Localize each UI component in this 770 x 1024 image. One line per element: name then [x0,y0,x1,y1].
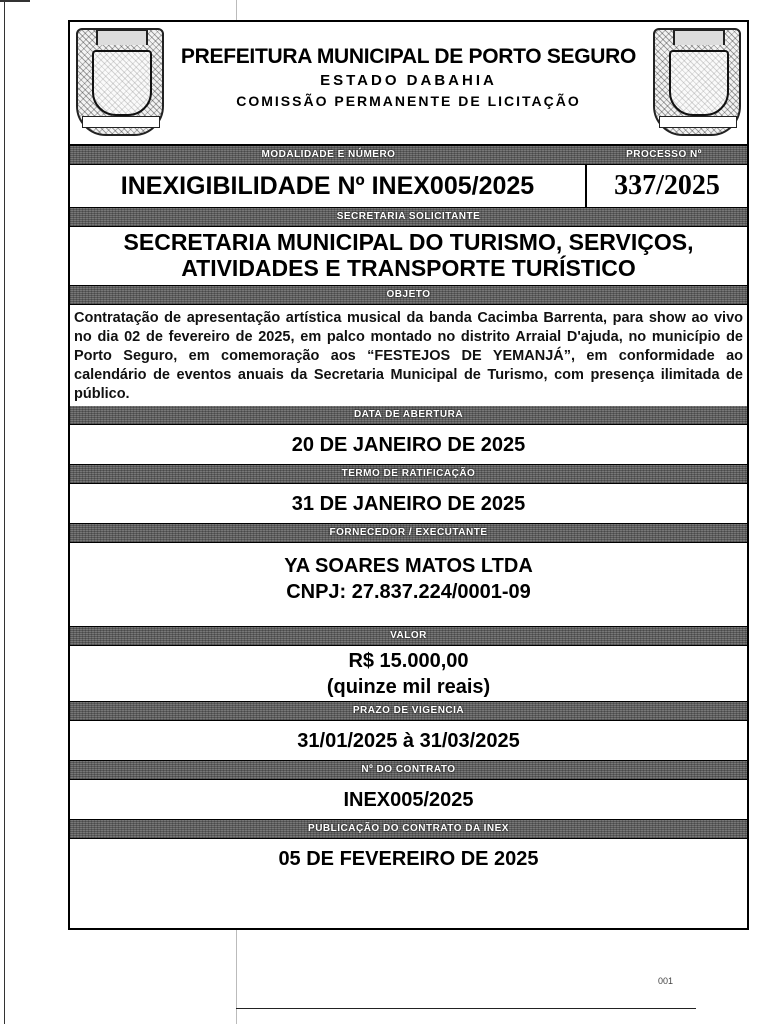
seal-shield-icon [92,50,152,116]
seal-shield-icon [669,50,729,116]
abertura-band [70,406,747,425]
modalidade-band [70,146,747,165]
abertura-value: 20 DE JANEIRO DE 2025 [70,425,747,465]
ratificacao-band [70,465,747,484]
header-subtitle: ESTADO DABAHIA [320,72,497,89]
ratificacao-label: TERMO DE RATIFICAÇÃO [341,468,476,479]
modalidade-label: MODALIDADE E NÚMERO [261,149,396,160]
seal-ribbon-icon [82,116,160,128]
fornecedor-name: YA SOARES MATOS LTDA [284,555,533,577]
scan-edge-line [0,0,30,2]
document-frame [68,20,749,930]
municipal-seal-right [653,28,741,136]
abertura-label: DATA DE ABERTURA [353,409,464,420]
publicacao-value: 05 DE FEVEREIRO DE 2025 [278,848,539,870]
valor-band [70,627,747,646]
objeto-band [70,286,747,305]
scan-edge-line [4,0,5,1024]
valor-block [70,646,747,702]
processo-label: PROCESSO Nº [626,149,702,160]
fornecedor-label: FORNECEDOR / EXECUTANTE [329,527,488,538]
fornecedor-cnpj: CNPJ: 27.837.224/0001-09 [286,581,531,603]
header-title: PREFEITURA MUNICIPAL DE PORTO SEGURO [180,45,637,68]
valor-extenso: (quinze mil reais) [326,676,491,698]
secretaria-label: SECRETARIA SOLICITANTE [336,211,481,222]
seal-ribbon-icon [659,116,737,128]
municipal-seal-left [76,28,164,136]
fornecedor-band [70,524,747,543]
vigencia-band [70,702,747,721]
processo-value: 337/2025 [614,170,720,201]
valor-value: R$ 15.000,00 [348,650,469,672]
ratificacao-value: 31 DE JANEIRO DE 2025 [70,484,747,524]
seal-crown-icon [96,29,148,45]
modalidade-row [70,165,747,208]
contrato-band [70,761,747,780]
secretaria-band [70,208,747,227]
fornecedor-block [70,543,747,627]
header-titles [170,44,647,110]
publicacao-band [70,820,747,839]
objeto-value: Contratação de apresentação artística musical da banda Cacimba Barrenta, para show ao vivo no dia 02 de fevereiro de 2025, em palco montado no distrito Arraial D'ajuda, no município de Porto Seguro, em comemoração aos “FESTEJOS DE YEMANJÁ”, em conformidade ao calendário de eventos anuais da Secretaria Municipal de Turismo, com presença ilimitada de público. [74,310,743,402]
valor-label: VALOR [390,630,427,641]
contrato-label: Nº DO CONTRATO [361,764,456,775]
secretaria-value: SECRETARIA MUNICIPAL DO TURISMO, SERVIÇOS, ATIVIDADES E TRANSPORTE TURÍSTICO [70,227,747,286]
page-number: 001 [658,976,674,986]
modalidade-value: INEXIGIBILIDADE Nº INEX005/2025 [70,165,587,207]
vigencia-value: 31/01/2025 à 31/03/2025 [70,721,747,761]
objeto-label: OBJETO [386,289,431,300]
document-header [70,22,747,146]
vigencia-label: PRAZO DE VIGENCIA [352,705,465,716]
header-commission: COMISSÃO PERMANENTE DE LICITAÇÃO [236,93,581,109]
scan-bottom-line [236,1008,696,1009]
publicacao-label: PUBLICAÇÃO DO CONTRATO DA INEX [308,823,509,834]
seal-crown-icon [673,29,725,45]
contrato-value: INEX005/2025 [70,780,747,820]
